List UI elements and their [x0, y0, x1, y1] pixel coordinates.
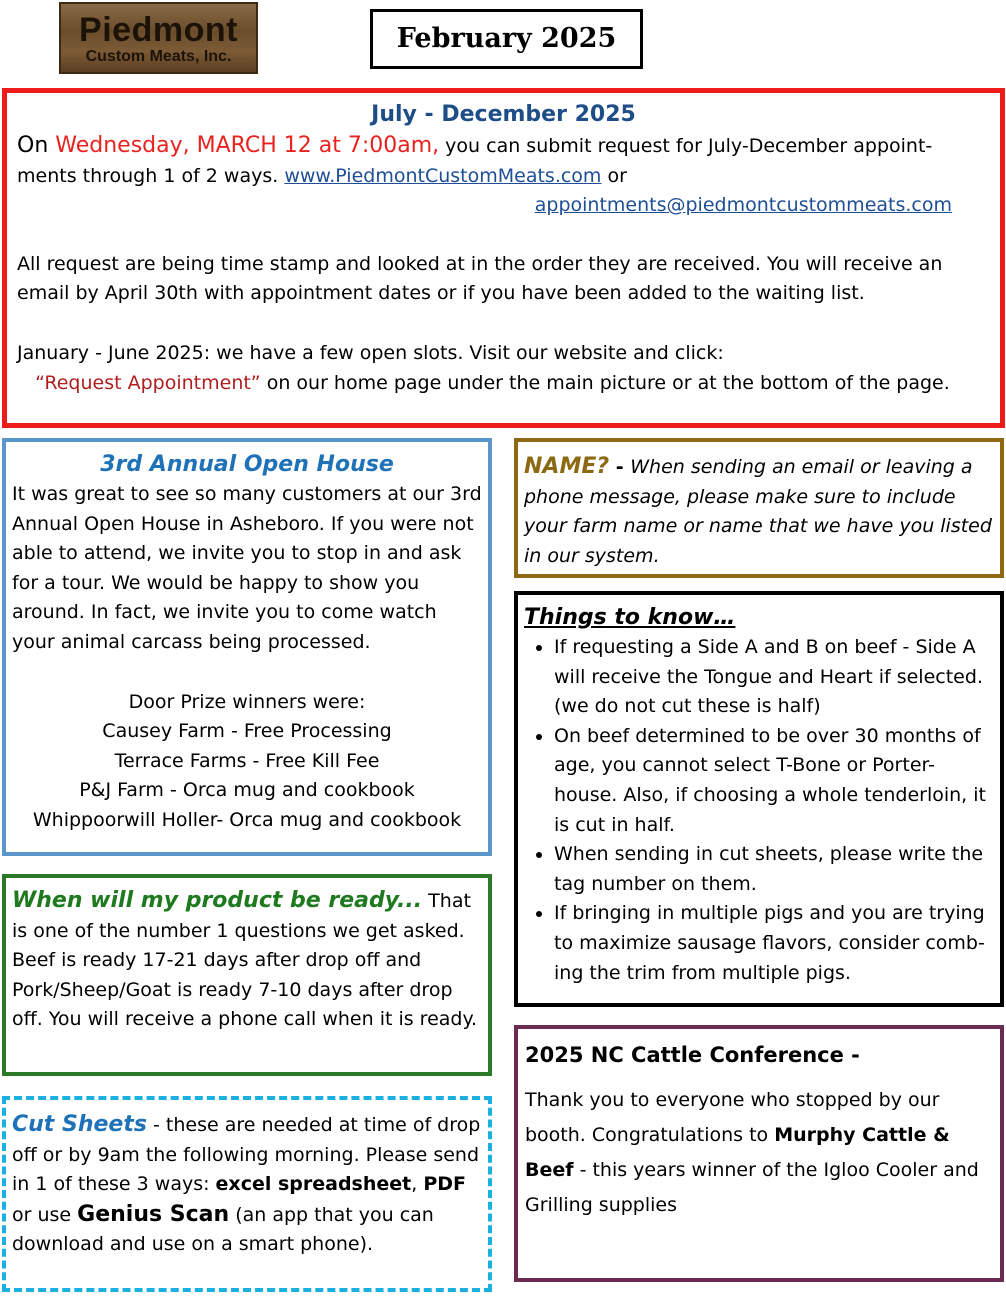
product-ready-title: When will my product be ready...	[12, 888, 423, 913]
email-link[interactable]: appointments@piedmontcustommeats.com	[534, 194, 952, 217]
open-house-section	[2, 438, 492, 856]
name-title: NAME?	[524, 454, 610, 479]
logo-line-2: Custom Meats, Inc.	[85, 48, 232, 65]
appointments-section	[2, 88, 1005, 428]
open-slots-text: January - June 2025: we have a few open slots. Visit our website and click:	[17, 341, 724, 364]
list-item: • If bringing in multiple pigs and you are trying to maximize sausage flavors, consider comb-ing the trim from multiple pigs.	[554, 899, 994, 988]
name-section	[514, 438, 1004, 578]
appointments-text: you can submit request for July-December appoint-ments through 1 of 2 ways.	[17, 135, 933, 187]
door-prize-winner: Whippoorwill Holler- Orca mug and cookbook	[32, 808, 462, 831]
cattle-conference-section	[514, 1025, 1004, 1282]
door-prize-winner: Causey Farm - Free Processing	[102, 720, 392, 743]
logo-line-1: Piedmont	[79, 11, 238, 49]
comma: ,	[411, 1173, 418, 1196]
page-title: February 2025	[370, 9, 643, 69]
cut-sheets-text-end: (an app that you can download and use on a smart phone).	[12, 1203, 434, 1256]
cut-sheets-section	[2, 1096, 492, 1292]
cattle-winner: Murphy Cattle & Beef	[525, 1124, 950, 1181]
product-ready-section	[2, 874, 492, 1076]
list-item: • When sending in cut sheets, please write the tag number on them.	[554, 840, 994, 899]
things-to-know-list	[524, 633, 994, 988]
door-prize-label: Door Prize winners were:	[128, 690, 366, 713]
cattle-conference-body	[525, 1083, 993, 1223]
appointments-paragraph-1	[17, 131, 990, 221]
open-house-title: 3rd Annual Open House	[100, 452, 394, 477]
list-item: • If requesting a Side A and B on beef - Side A will receive the Tongue and Heart if selected. (we do not cut these is half)	[554, 633, 994, 722]
or-use-text: or use	[12, 1203, 78, 1226]
things-to-know-section	[514, 591, 1004, 1007]
cattle-conference-title: 2025 NC Cattle Conference -	[525, 1043, 860, 1067]
request-appointment-text: on our home page under the main picture or at the bottom of the page.	[260, 371, 950, 394]
or-text: or	[601, 164, 627, 187]
cattle-prize: - this years winner of the Igloo Cooler and Grilling supplies	[525, 1159, 979, 1216]
request-appointment-link[interactable]: “Request Appointment”	[35, 371, 261, 394]
genius-scan-option: Genius Scan	[77, 1201, 230, 1227]
appointments-paragraph-3	[17, 339, 990, 398]
submission-date: Wednesday, MARCH 12 at 7:00am,	[55, 133, 440, 158]
website-link[interactable]: www.PiedmontCustomMeats.com	[284, 164, 602, 187]
product-ready-body: That is one of the number 1 questions we get asked. Beef is ready 17-21 days after drop off and Pork/Sheep/Goat is ready 7-10 days after drop off. You will receive a phone call when it is ready.	[12, 890, 478, 1031]
appointments-paragraph-2: All request are being time stamp and looked at in the order they are received. You will receive an email by April 30th with appointment dates or if you have been added to the waiting list.	[17, 252, 943, 305]
door-prize-winner: P&J Farm - Orca mug and cookbook	[79, 779, 415, 802]
on-word: On	[17, 133, 56, 158]
door-prize-winner: Terrace Farms - Free Kill Fee	[114, 749, 380, 772]
list-item: • On beef determined to be over 30 months of age, you cannot select T-Bone or Porter-house. Also, if choosing a whole tenderloin, it is cut in half.	[554, 722, 994, 840]
name-dash: -	[609, 456, 631, 478]
company-logo	[59, 2, 258, 74]
appointments-heading: July - December 2025	[371, 102, 636, 127]
pdf-option: PDF	[423, 1173, 467, 1196]
open-house-body: It was great to see so many customers at our 3rd Annual Open House in Asheboro. If you were not able to attend, we invite you to stop in and ask for a tour. We would be happy to show you around. In fact, we invite you to come watch your animal carcass being processed.	[12, 483, 482, 653]
name-body: When sending an email or leaving a phone message, please make sure to include your farm name or name that we have you listed in our system.	[524, 456, 992, 567]
things-to-know-title: Things to know…	[524, 605, 736, 630]
cut-sheets-text: - these are needed at time of drop off or by 9am the following morning. Please send in 1 of these 3 ways:	[12, 1114, 481, 1196]
cattle-thanks: Thank you to everyone who stopped by our booth. Congratulations to	[525, 1089, 940, 1146]
product-ready-paragraph	[12, 886, 482, 1035]
cut-sheets-title: Cut Sheets	[12, 1112, 147, 1137]
name-paragraph	[524, 452, 994, 571]
cut-sheets-paragraph	[12, 1110, 482, 1260]
excel-option: excel spreadsheet	[215, 1173, 412, 1196]
